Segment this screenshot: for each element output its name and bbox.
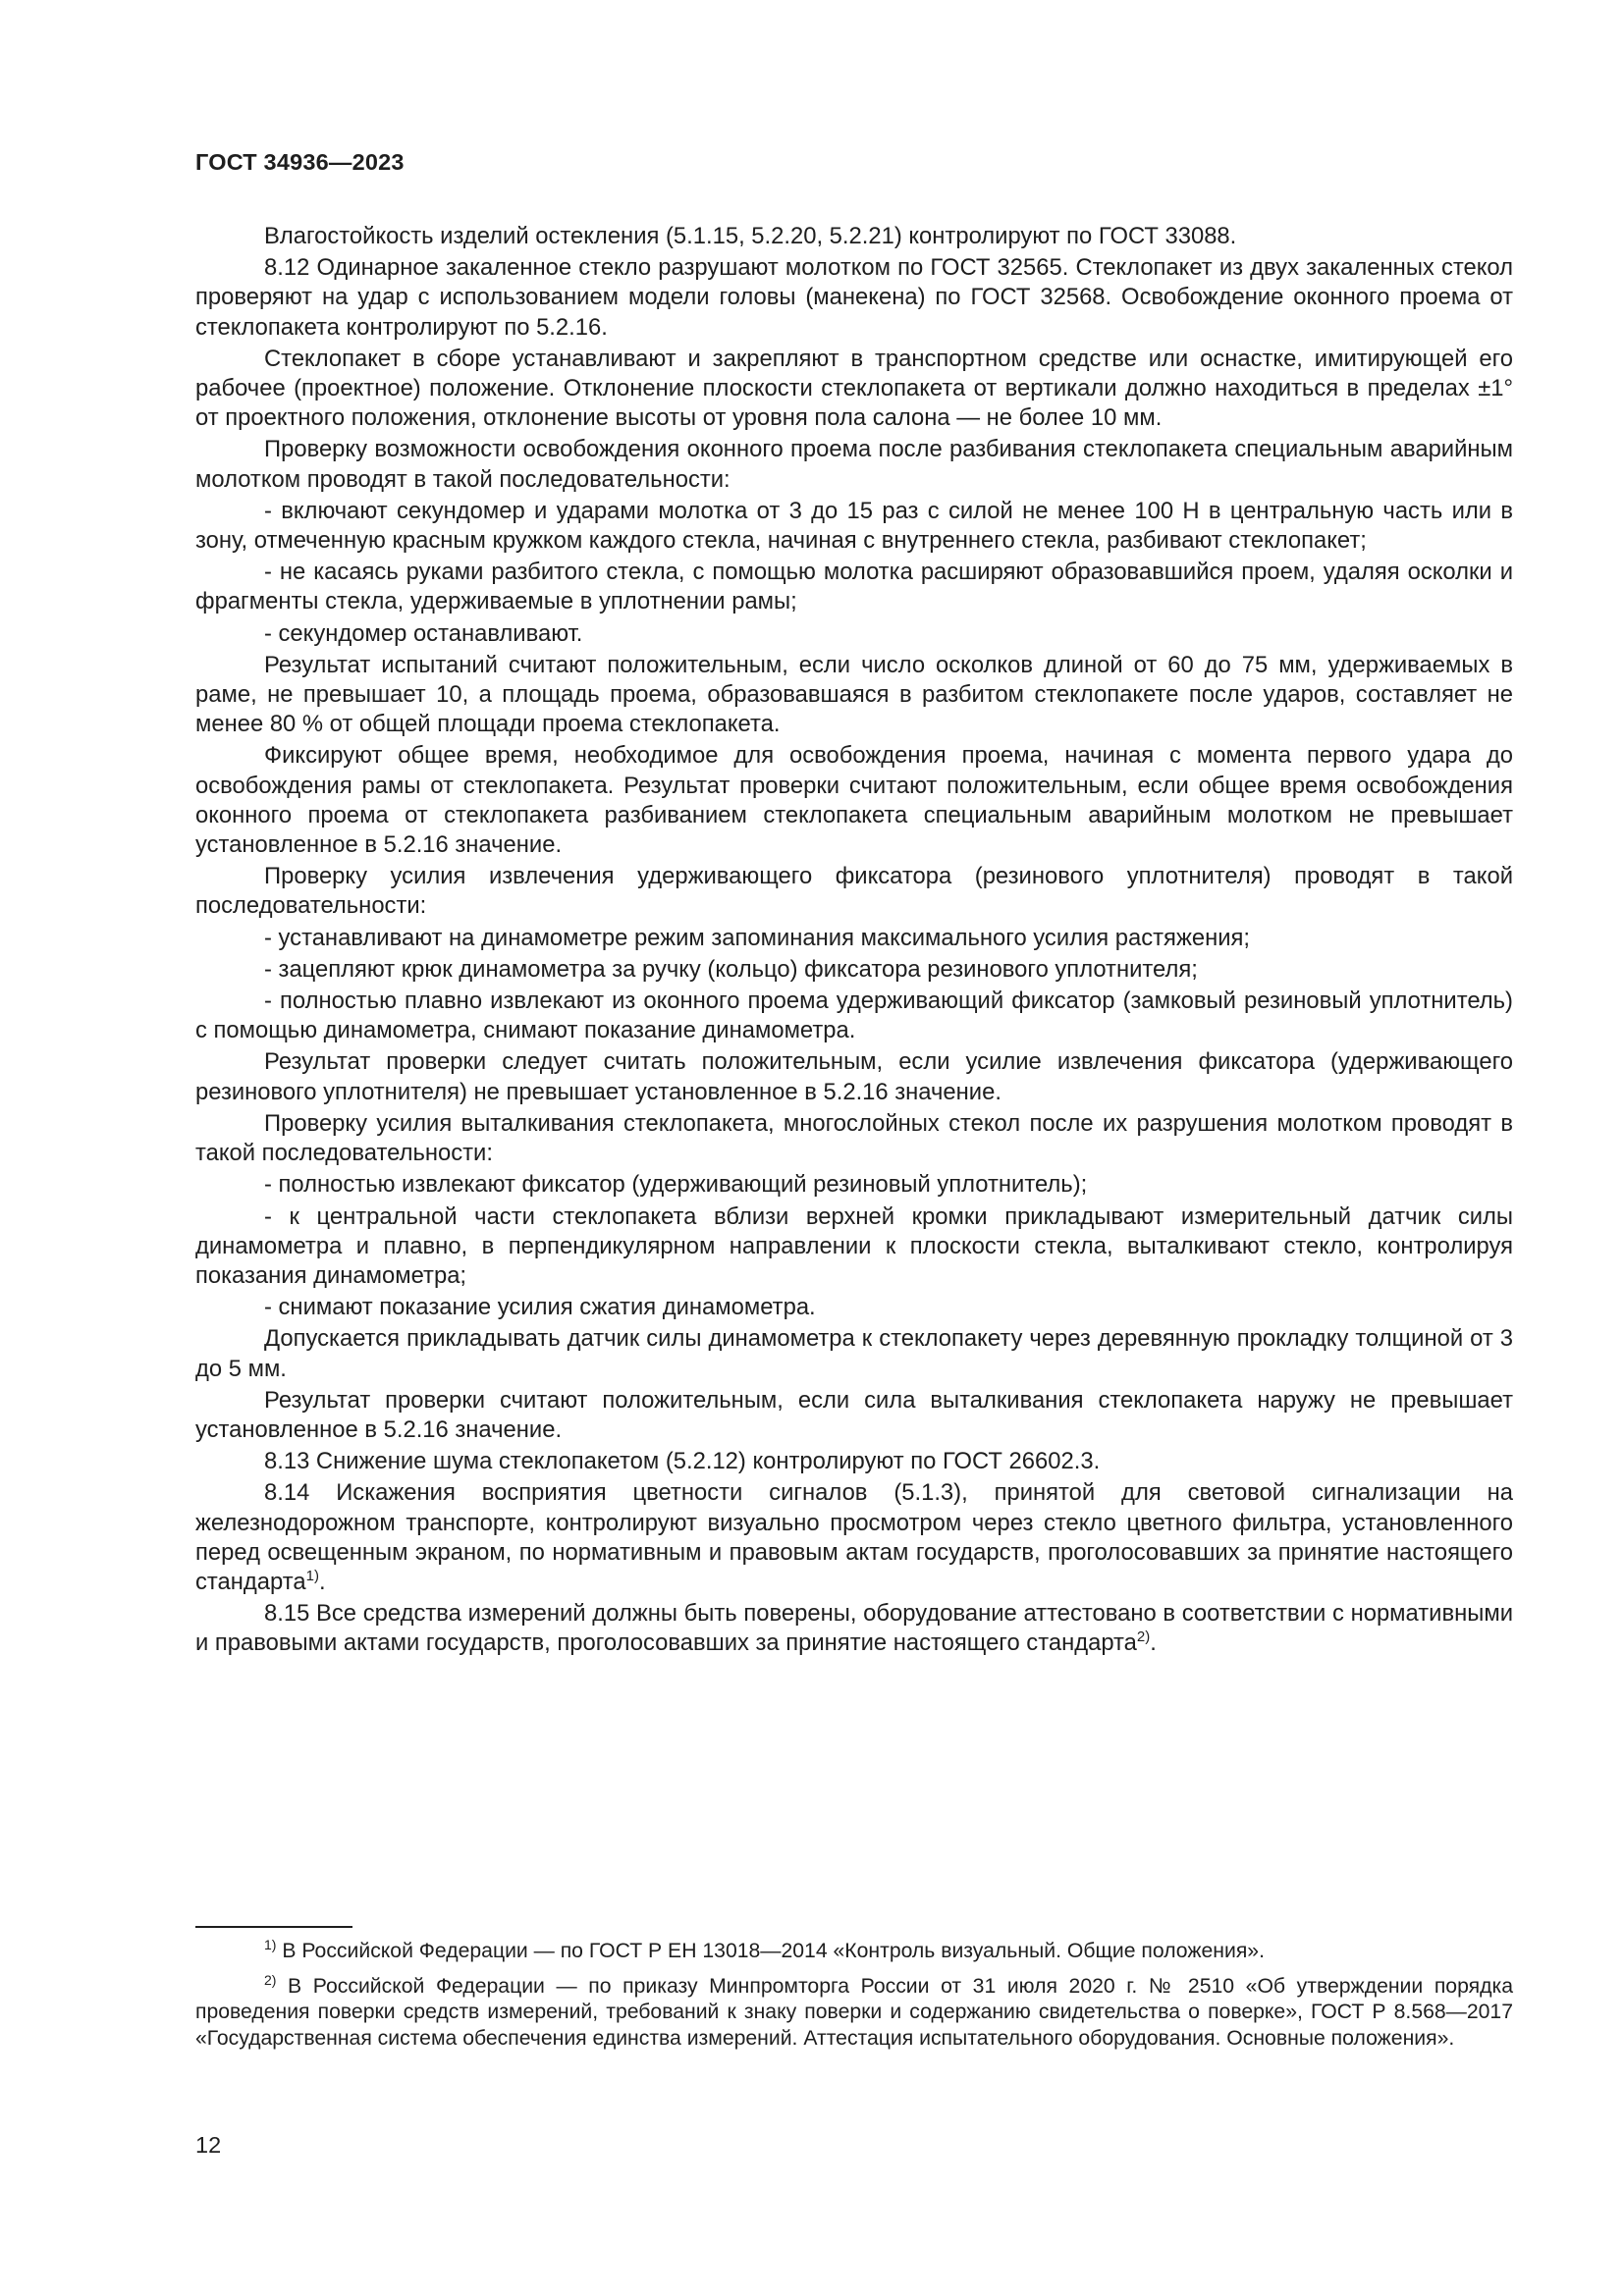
paragraph: Фиксируют общее время, необходимое для освобождения проема, начиная с момента первого удара до освобождения рамы от стеклопакета. Результат проверки считают положительным, если общее время освобождения оконного проема от стеклопакета разбиванием стеклопакета специальным аварийным молотком не превышает установленное в 5.2.16 значение. <box>195 742 1513 859</box>
paragraph: 8.13 Снижение шума стеклопакетом (5.2.12) контролируют по ГОСТ 26602.3. <box>264 1448 1101 1475</box>
paragraph: Результат проверки считают положительным, если сила выталкивания стеклопакета наружу не превышает установленное в 5.2.16 значение. <box>195 1386 1513 1443</box>
paragraph: Стеклопакет в сборе устанавливают и закрепляют в транспортном средстве или оснастке, имитирующей его рабочее (проектное) положение. Отклонение плоскости стеклопакета от вертикали должно находиться в пределах ±1° от проектного положения, отклонение высоты от уровня пола салона — не более 10 мм. <box>195 345 1513 432</box>
footnote-2 <box>195 1971 1513 2053</box>
list-item: - секундомер останавливают. <box>264 619 583 647</box>
list-item: - полностью плавно извлекают из оконного проема удерживающий фиксатор (замковый резиновый уплотнитель) с помощью динамометра, снимают показание динамометра. <box>195 988 1513 1044</box>
paragraph: Результат проверки следует считать положительным, если усилие извлечения фиксатора (удерживающего резинового уплотнителя) не превышает установленное в 5.2.16 значение. <box>195 1048 1513 1105</box>
paragraph-8-15 <box>195 1599 1513 1658</box>
list-item: - к центральной части стеклопакета вблизи верхней кромки прикладывают измерительный датчик силы динамометра и плавно, в перпендикулярном направлении к плоскости стекла, выталкивают стекло, контролируя показания динамометра; <box>195 1202 1513 1289</box>
list-item: - устанавливают на динамометре режим запоминания максимального усилия растяжения; <box>264 924 1251 951</box>
list-item: - полностью извлекают фиксатор (удерживающий резиновый уплотнитель); <box>264 1171 1088 1199</box>
footnote-mark: 2) <box>264 1971 277 1988</box>
document-body <box>195 222 1513 1661</box>
page-number: 12 <box>195 2132 222 2158</box>
paragraph: Допускается прикладывать датчик силы динамометра к стеклопакету через деревянную прокладку толщиной от 3 до 5 мм. <box>195 1325 1513 1382</box>
document-header: ГОСТ 34936—2023 <box>195 149 405 175</box>
paragraph: Результат испытаний считают положительным, если число осколков длиной от 60 до 75 мм, удерживаемых в раме, не превышает 10, а площадь проема, образовавшаяся в разбитом стеклопакете после ударов, составляет не менее 80 % от общей площади проема стеклопакета. <box>195 651 1513 738</box>
footnote-mark: 1) <box>264 1936 277 1952</box>
paragraph-8-14 <box>195 1478 1513 1597</box>
paragraph-tail: . <box>318 1568 326 1595</box>
list-item: - не касаясь руками разбитого стекла, с помощью молотка расширяют образовавшийся проем, удаляя осколки и фрагменты стекла, удерживаемые в уплотнении рамы; <box>195 559 1513 615</box>
paragraph: Проверку усилия выталкивания стеклопакета, многослойных стекол после их разрушения молотком проводят в такой последовательности: <box>195 1109 1513 1167</box>
list-item: - зацепляют крюк динамометра за ручку (кольцо) фиксатора резинового уплотнителя; <box>264 955 1198 983</box>
paragraph: 8.12 Одинарное закаленное стекло разрушают молотком по ГОСТ 32565. Стеклопакет из двух закаленных стекол проверяют на удар с использованием модели головы (манекена) по ГОСТ 32568. Освобождение оконного проема от стеклопакета контролируют по 5.2.16. <box>195 254 1513 341</box>
footnote-1 <box>195 1936 1513 1965</box>
paragraph-tail: . <box>1150 1629 1157 1657</box>
footnote-divider <box>195 1926 352 1928</box>
footnote-text: В Российской Федерации — по ГОСТ Р ЕН 13018—2014 «Контроль визуальный. Общие положения». <box>276 1940 1265 1962</box>
list-item: - включают секундомер и ударами молотка от 3 до 15 раз с силой не менее 100 Н в центральную часть или в зону, отмеченную красным кружком каждого стекла, начиная с внутреннего стекла, разбивают стеклопакет; <box>195 497 1513 555</box>
list-item: - снимают показание усилия сжатия динамометра. <box>264 1294 816 1321</box>
paragraph: Влагостойкость изделий остекления (5.1.15, 5.2.20, 5.2.21) контролируют по ГОСТ 33088. <box>264 223 1237 249</box>
paragraph-text: 8.15 Все средства измерений должны быть поверены, оборудование аттестовано в соответствии с нормативными и правовыми актами государств, проголосовавших за принятие настоящего стандарта <box>195 1600 1513 1657</box>
paragraph-text: 8.14 Искажения восприятия цветности сигналов (5.1.3), принятой для световой сигнализации на железнодорожном транспорте, контролируют визуально просмотром через стекло цветного фильтра, установленного перед освещенным экраном, по нормативным и правовым актам государств, проголосовавших за принятие настоящего стандарта <box>195 1479 1513 1595</box>
paragraph: Проверку усилия извлечения удерживающего фиксатора (резинового уплотнителя) проводят в такой последовательности: <box>195 863 1513 920</box>
footnotes <box>195 1936 1513 2060</box>
footnote-text: В Российской Федерации — по приказу Минпромторга России от 31 июля 2020 г. № 2510 «Об утверждении порядка проведения поверки средств измерений, требований к знаку поверки и содержанию свидетельства о поверке», ГОСТ Р 8.568—2017 «Государственная система обеспечения единства измерений. Аттестация испытательного оборудования. Основные положения». <box>195 1974 1513 2050</box>
footnote-ref-1[interactable]: 1) <box>305 1568 319 1585</box>
paragraph: Проверку возможности освобождения оконного проема после разбивания стеклопакета специальным аварийным молотком проводят в такой последовательности: <box>195 436 1513 493</box>
footnote-ref-2[interactable]: 2) <box>1136 1629 1151 1646</box>
